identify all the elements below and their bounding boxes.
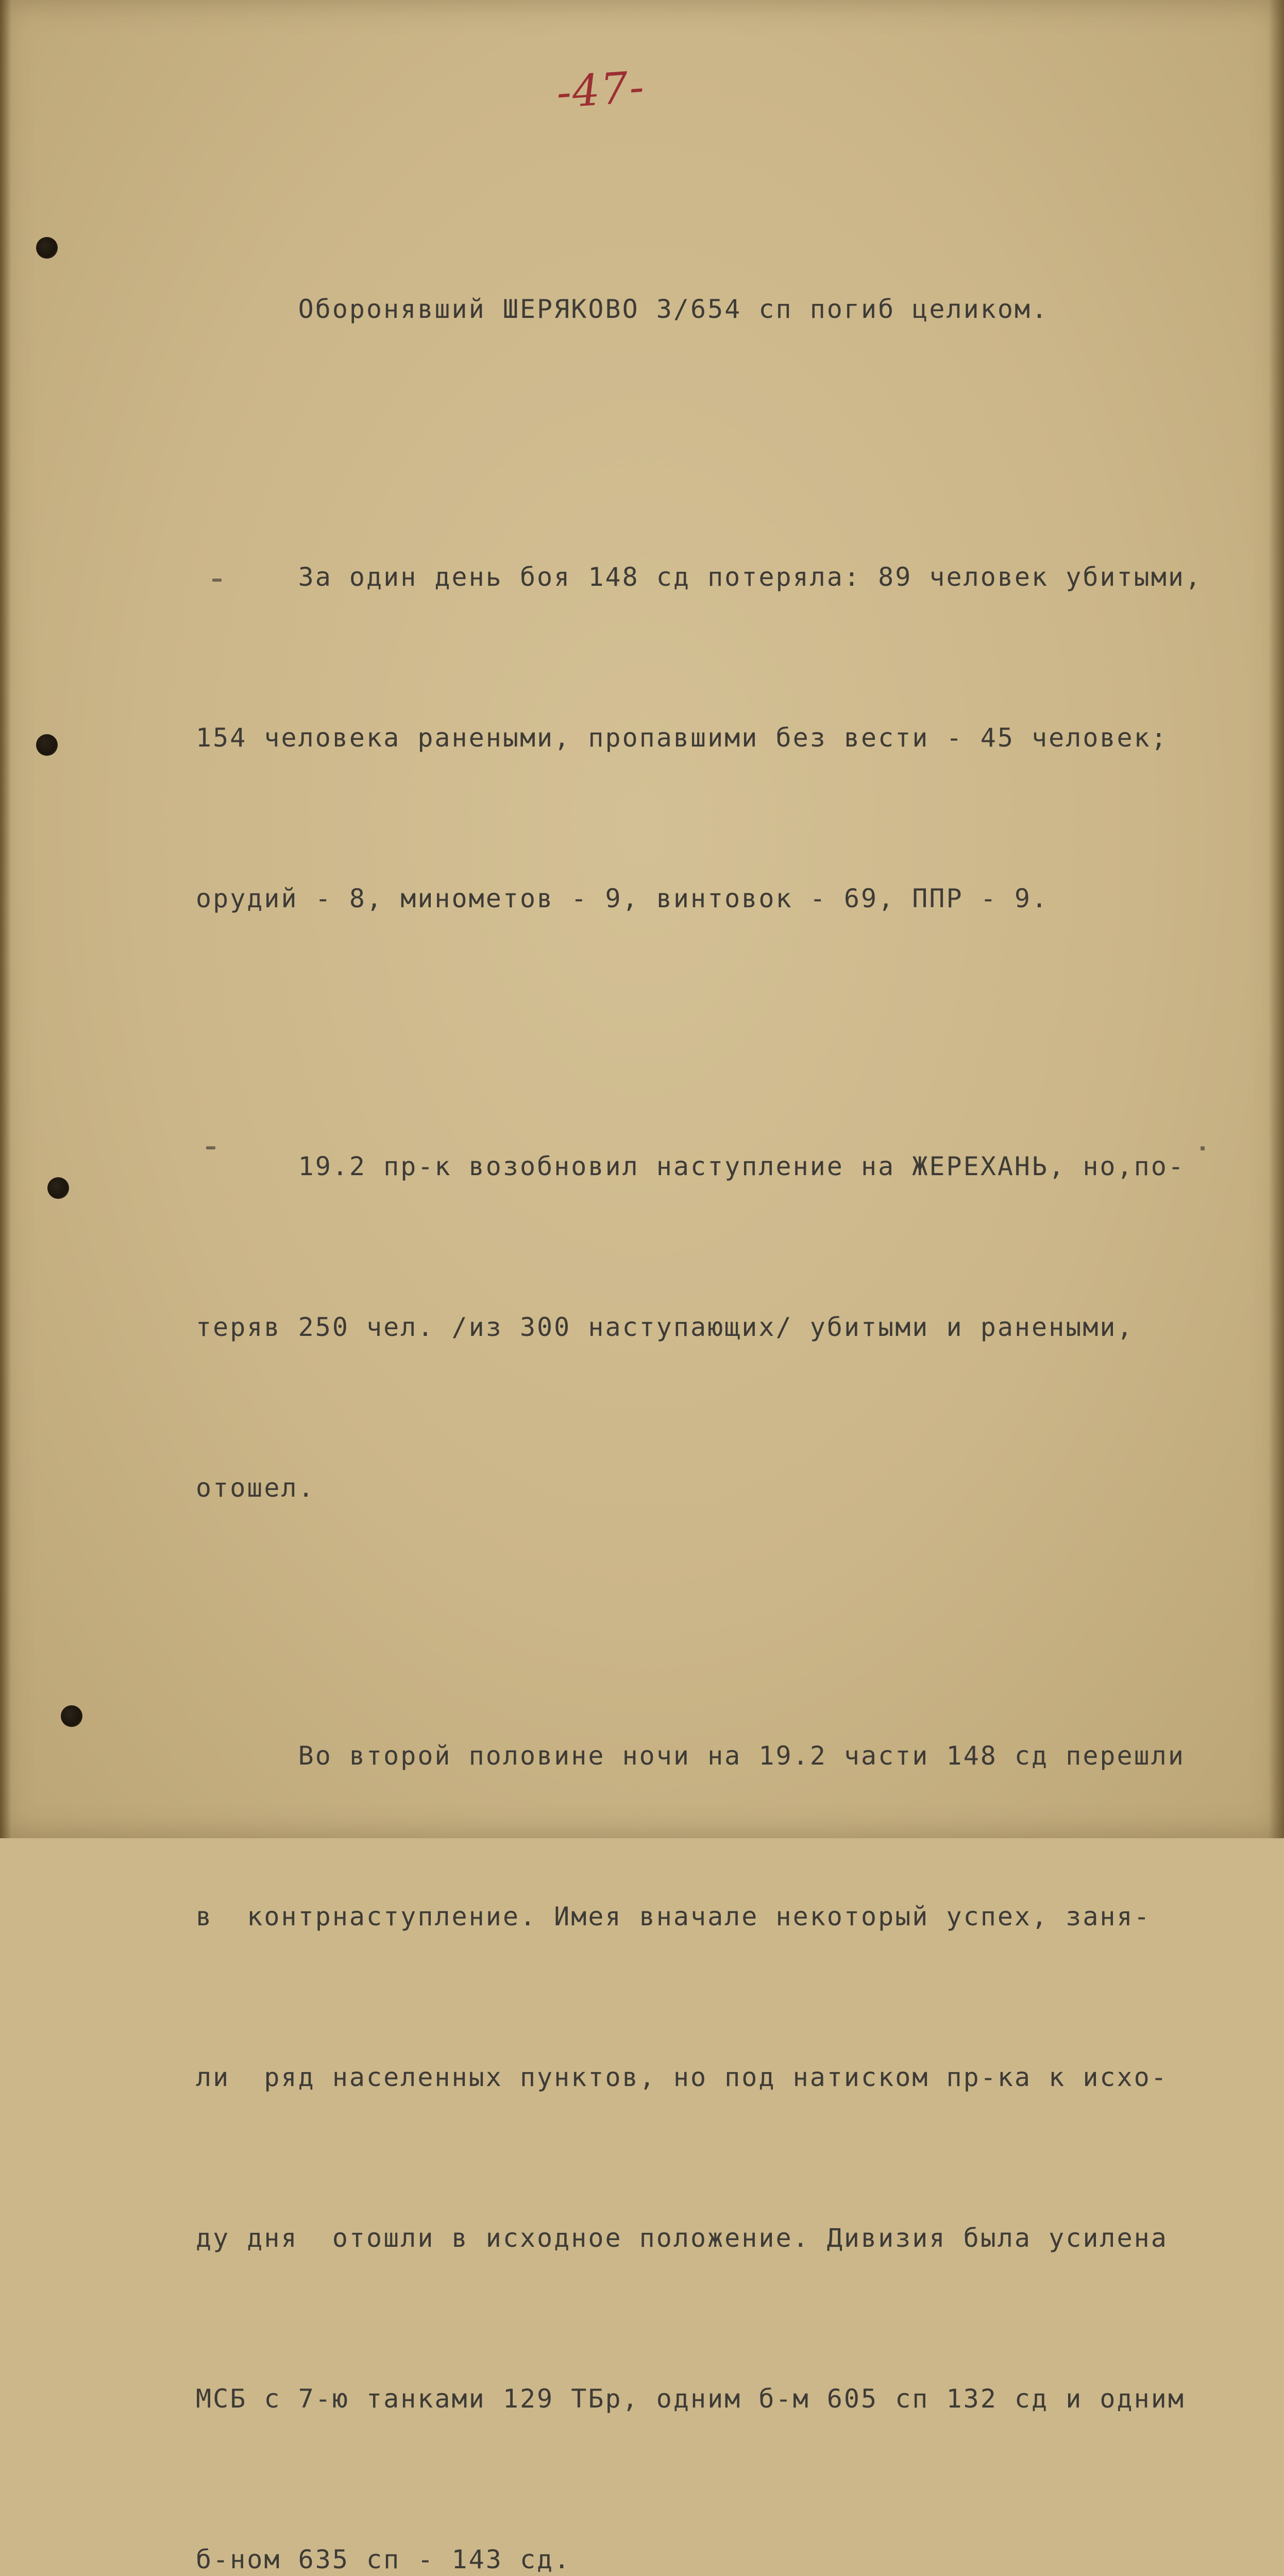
- text-line: отошел.: [196, 1473, 315, 1503]
- punch-hole: [36, 237, 58, 259]
- text-line: МСБ с 7-ю танками 129 ТБр, одним б-м 605 сп 132 сд и одним: [196, 2384, 1185, 2414]
- page-number: -47-: [554, 61, 647, 118]
- punch-hole: [36, 734, 58, 756]
- paragraph: [196, 443, 1226, 1032]
- punch-hole: [61, 1705, 82, 1727]
- punch-hole: [47, 1177, 69, 1199]
- text-line: теряв 250 чел. /из 300 наступающих/ убитыми и ранеными,: [196, 1312, 1134, 1342]
- text-line: орудий - 8, минометов - 9, винтовок - 69, ППР - 9.: [196, 884, 1049, 913]
- text-line: Оборонявший ШЕРЯКОВО 3/654 сп погиб целиком.: [196, 294, 1049, 324]
- page-left-edge: [0, 0, 11, 1838]
- typed-text-body: [196, 175, 1226, 2576]
- text-line: 154 человека ранеными, пропавшими без вести - 45 человек;: [196, 723, 1168, 753]
- text-line: ли ряд населенных пунктов, но под натиском пр-ка к исхо-: [196, 2062, 1168, 2092]
- paragraph: [196, 175, 1226, 443]
- text-line: б-ном 635 сп - 143 сд.: [196, 2545, 571, 2574]
- text-line: ду дня отошли в исходное положение. Дивизия была усилена: [196, 2223, 1168, 2253]
- paragraph: [196, 1622, 1226, 2576]
- page-right-edge: [1269, 0, 1284, 1838]
- text-line: Во второй половине ночи на 19.2 части 148 сд перешли: [196, 1741, 1185, 1771]
- paragraph: [196, 1032, 1226, 1622]
- text-line: 19.2 пр-к возобновил наступление на ЖЕРЕХАНЬ, но,по-: [196, 1151, 1185, 1181]
- text-line: За один день боя 148 сд потеряла: 89 человек убитыми,: [196, 562, 1203, 592]
- text-line: в контрнаступление. Имея вначале некоторый успех, заня-: [196, 1902, 1151, 1931]
